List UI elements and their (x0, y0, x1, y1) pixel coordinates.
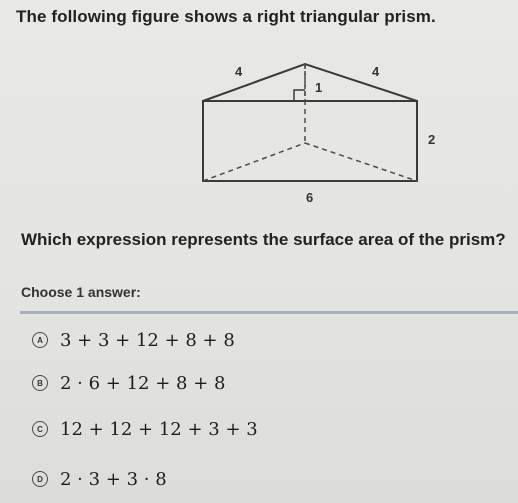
label-height: 1 (315, 80, 323, 95)
option-c[interactable] (32, 416, 258, 442)
label-top-left: 4 (235, 64, 243, 79)
divider (20, 311, 518, 314)
prism-front-face (203, 101, 417, 181)
right-angle-mark (294, 90, 305, 101)
option-expression: 2 · 3 + 3 · 8 (60, 468, 167, 490)
option-letter-badge: C (32, 421, 48, 437)
question-text: Which expression represents the surface area of the prism? (21, 230, 506, 249)
prism-figure (0, 0, 518, 230)
option-expression: 12 + 12 + 12 + 3 + 3 (60, 418, 258, 440)
prism-hidden-left-edge (203, 143, 305, 181)
label-side: 2 (428, 132, 436, 147)
option-letter-badge: D (32, 471, 48, 487)
option-d[interactable] (32, 466, 167, 492)
option-letter-badge: B (32, 375, 48, 391)
option-b[interactable] (32, 370, 225, 396)
option-a[interactable] (32, 327, 235, 353)
option-expression: 3 + 3 + 12 + 8 + 8 (60, 329, 235, 351)
label-bottom: 6 (306, 190, 314, 205)
option-letter-badge: A (32, 332, 48, 348)
problem-prompt: The following figure shows a right triangular prism. (16, 7, 436, 26)
label-top-right: 4 (372, 64, 380, 79)
choose-label: Choose 1 answer: (21, 284, 141, 300)
option-expression: 2 · 6 + 12 + 8 + 8 (60, 372, 226, 394)
prism-hidden-right-edge (305, 143, 417, 181)
